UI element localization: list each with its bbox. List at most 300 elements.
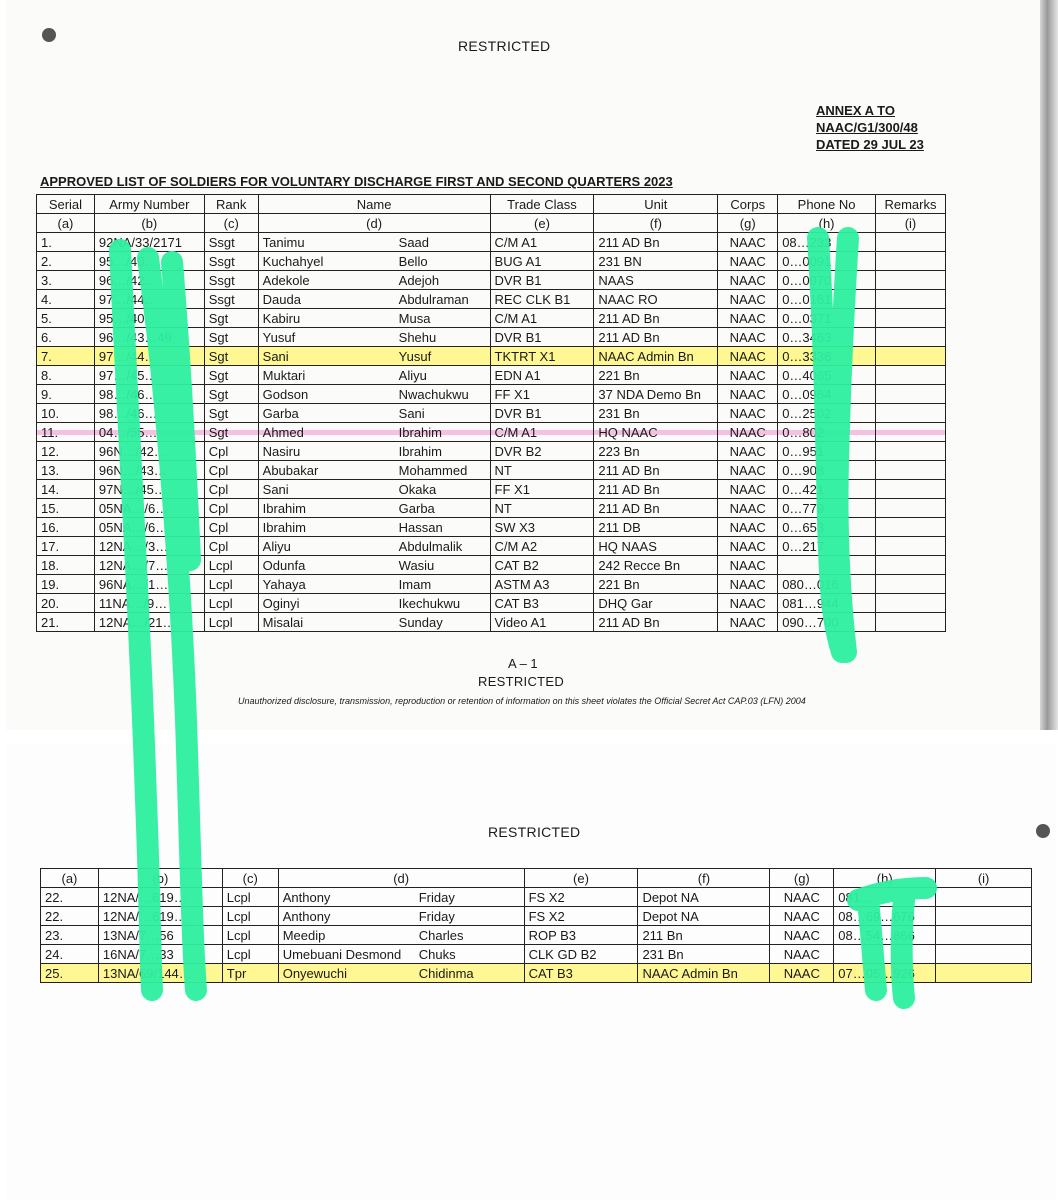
first-name: Yahaya (262, 576, 306, 592)
cell-phone: 081… (834, 888, 936, 907)
cell-corps: NAAC (718, 537, 778, 556)
table-row (37, 480, 946, 499)
cell-unit: HQ NAAC (594, 423, 718, 442)
first-name: Nasiru (262, 443, 301, 459)
last-name: Mohammed (398, 462, 468, 478)
cell-name (258, 385, 490, 404)
last-name: Abdulmalik (398, 538, 463, 554)
cell-trade-class: CLK GD B2 (524, 945, 638, 964)
cell-serial: 22. (41, 907, 99, 926)
last-name: Chuks (418, 946, 456, 962)
last-name: Nwachukwu (398, 386, 469, 402)
restricted-header: RESTRICTED (458, 38, 551, 54)
cell-corps: NAAC (718, 594, 778, 613)
last-name: Bello (398, 253, 428, 269)
cell-army-number: 05NA…/6… (94, 499, 204, 518)
cell-name (258, 309, 490, 328)
cell-rank: Lcpl (204, 556, 258, 575)
cell-name (258, 537, 490, 556)
annex-line-3: DATED 29 JUL 23 (816, 137, 924, 152)
cell-name (258, 233, 490, 252)
cell-phone: 08…233 (778, 233, 876, 252)
first-name: Oginyi (262, 595, 300, 611)
table-row (37, 518, 946, 537)
cell-serial: 24. (41, 945, 99, 964)
last-name: Ibrahim (398, 443, 443, 459)
cell-army-number: 98…/46… (94, 385, 204, 404)
cell-name (278, 888, 524, 907)
cell-unit: 242 Recce Bn (594, 556, 718, 575)
table-header-row (37, 195, 946, 214)
col-letter: (f) (638, 869, 770, 888)
cell-army-number: 96N…/43… (94, 461, 204, 480)
cell-rank: Ssgt (204, 290, 258, 309)
first-name: Muktari (262, 367, 306, 383)
first-name: Ahmed (262, 424, 304, 440)
cell-trade-class: CAT B3 (524, 964, 638, 983)
cell-name (258, 480, 490, 499)
cell-army-number: 97…/45… (94, 366, 204, 385)
table-row (37, 461, 946, 480)
cell-remarks (875, 480, 945, 499)
cell-unit: NAAC Admin Bn (594, 347, 718, 366)
table-row (37, 423, 946, 442)
cell-rank: Cpl (204, 480, 258, 499)
cell-serial: 5. (37, 309, 95, 328)
last-name: Saad (398, 234, 430, 250)
cell-trade-class: C/M A1 (490, 423, 594, 442)
cell-army-number: 96NA…/1… (94, 575, 204, 594)
cell-remarks (875, 613, 945, 632)
cell-name (278, 964, 524, 983)
cell-trade-class: REC CLK B1 (490, 290, 594, 309)
cell-unit: 211 AD Bn (594, 309, 718, 328)
cell-remarks (936, 926, 1032, 945)
cell-remarks (875, 575, 945, 594)
table-row (37, 556, 946, 575)
cell-name (258, 556, 490, 575)
soldiers-table-page-2 (40, 868, 1032, 983)
cell-rank: Sgt (204, 328, 258, 347)
cell-rank: Sgt (204, 423, 258, 442)
last-name: Musa (398, 310, 431, 326)
cell-remarks (875, 328, 945, 347)
cell-serial: 25. (41, 964, 99, 983)
cell-remarks (875, 499, 945, 518)
cell-trade-class: Video A1 (490, 613, 594, 632)
cell-army-number: 95…/40… (94, 309, 204, 328)
cell-unit: HQ NAAS (594, 537, 718, 556)
first-name: Sani (262, 481, 289, 497)
first-name: Kabiru (262, 310, 301, 326)
cell-serial: 13. (37, 461, 95, 480)
cell-phone: 0…2502 (778, 404, 876, 423)
table-row (37, 347, 946, 366)
cell-trade-class: EDN A1 (490, 366, 594, 385)
cell-serial: 15. (37, 499, 95, 518)
cell-remarks (875, 594, 945, 613)
cell-remarks (875, 233, 945, 252)
cell-serial: 12. (37, 442, 95, 461)
last-name: Abdulraman (398, 291, 469, 307)
first-name: Dauda (262, 291, 301, 307)
cell-remarks (875, 556, 945, 575)
cell-serial: 21. (37, 613, 95, 632)
cell-unit: 211 Bn (638, 926, 770, 945)
cell-corps: NAAC (718, 613, 778, 632)
cell-serial: 2. (37, 252, 95, 271)
col-letter: (g) (718, 214, 778, 233)
cell-rank: Lcpl (222, 945, 278, 964)
cell-remarks (875, 252, 945, 271)
cell-corps: NAAC (718, 423, 778, 442)
last-name: Garba (398, 500, 435, 516)
first-name: Aliyu (262, 538, 291, 554)
last-name: Ibrahim (398, 424, 443, 440)
cell-name (258, 594, 490, 613)
table-body-page-2 (41, 888, 1032, 983)
cell-name (278, 945, 524, 964)
cell-unit: 231 BN (594, 252, 718, 271)
cell-serial: 14. (37, 480, 95, 499)
cell-trade-class: CAT B2 (490, 556, 594, 575)
cell-phone: 0…0091 (778, 252, 876, 271)
col-header-trade-class: Trade Class (490, 195, 594, 214)
cell-corps: NAAC (718, 461, 778, 480)
cell-unit: 211 AD Bn (594, 233, 718, 252)
first-name: Adekole (262, 272, 310, 288)
table-row (37, 404, 946, 423)
cell-phone: 0…0070 (778, 271, 876, 290)
col-header-unit: Unit (594, 195, 718, 214)
last-name: Sunday (398, 614, 443, 630)
first-name: Odunfa (262, 557, 306, 573)
cell-rank: Lcpl (204, 613, 258, 632)
cell-serial: 8. (37, 366, 95, 385)
cell-unit: 221 Bn (594, 366, 718, 385)
cell-unit: NAAC Admin Bn (638, 964, 770, 983)
last-name: Chidinma (418, 965, 474, 981)
last-name: Ikechukwu (398, 595, 461, 611)
soldiers-table-page-1 (36, 194, 946, 632)
cell-trade-class: FS X2 (524, 888, 638, 907)
annex-reference (816, 102, 924, 153)
last-name: Sani (398, 405, 425, 421)
cell-phone: 090…700 (778, 613, 876, 632)
cell-rank: Sgt (204, 309, 258, 328)
first-name: Ibrahim (262, 500, 307, 516)
cell-rank: Lcpl (204, 594, 258, 613)
cell-remarks (875, 537, 945, 556)
cell-serial: 18. (37, 556, 95, 575)
table-row (37, 594, 946, 613)
col-header-army-number: Army Number (94, 195, 204, 214)
secrecy-footnote: Unauthorized disclosure, transmission, reproduction or retention of information on this sheet violates the Official Secret Act CAP.03 (LFN) 2004 (238, 696, 806, 706)
cell-remarks (936, 945, 1032, 964)
first-name: Onyewuchi (282, 965, 348, 981)
cell-remarks (875, 309, 945, 328)
cell-rank: Sgt (204, 347, 258, 366)
cell-serial: 9. (37, 385, 95, 404)
cell-name (258, 347, 490, 366)
table-row (37, 252, 946, 271)
col-letter: (e) (524, 869, 638, 888)
cell-rank: Tpr (222, 964, 278, 983)
cell-serial: 1. (37, 233, 95, 252)
cell-name (258, 404, 490, 423)
cell-unit: 221 Bn (594, 575, 718, 594)
cell-rank: Ssgt (204, 252, 258, 271)
cell-serial: 10. (37, 404, 95, 423)
col-letter: (b) (94, 214, 204, 233)
table-letter-row (41, 869, 1032, 888)
cell-rank: Sgt (204, 385, 258, 404)
cell-trade-class: ROP B3 (524, 926, 638, 945)
col-letter: (a) (37, 214, 95, 233)
last-name: Imam (398, 576, 432, 592)
cell-army-number: 12NA…/7… (94, 556, 204, 575)
last-name: Aliyu (398, 367, 427, 383)
cell-rank: Lcpl (222, 907, 278, 926)
first-name: Misalai (262, 614, 304, 630)
cell-phone: 0…0984 (778, 385, 876, 404)
cell-remarks (936, 888, 1032, 907)
cell-rank: Ssgt (204, 271, 258, 290)
cell-name (258, 518, 490, 537)
annex-line-2: NAAC/G1/300/48 (816, 120, 918, 135)
cell-phone: 0…3336 (778, 347, 876, 366)
cell-remarks (875, 404, 945, 423)
cell-corps: NAAC (770, 945, 834, 964)
cell-serial: 11. (37, 423, 95, 442)
cell-trade-class: ASTM A3 (490, 575, 594, 594)
cell-phone: 0…802 (778, 423, 876, 442)
cell-corps: NAAC (718, 271, 778, 290)
last-name: Charles (418, 927, 464, 943)
cell-rank: Cpl (204, 442, 258, 461)
table-row (41, 888, 1032, 907)
cell-rank: Lcpl (222, 888, 278, 907)
first-name: Sani (262, 348, 289, 364)
cell-trade-class: CAT B3 (490, 594, 594, 613)
cell-serial: 20. (37, 594, 95, 613)
cell-name (258, 461, 490, 480)
cell-phone: 0…3463 (778, 328, 876, 347)
col-letter: (h) (834, 869, 936, 888)
cell-corps: NAAC (718, 480, 778, 499)
cell-name (258, 423, 490, 442)
cell-corps: NAAC (718, 328, 778, 347)
last-name: Friday (418, 908, 455, 924)
table-row (37, 309, 946, 328)
cell-rank: Cpl (204, 518, 258, 537)
table-row (37, 575, 946, 594)
cell-unit: 211 AD Bn (594, 461, 718, 480)
col-header-rank: Rank (204, 195, 258, 214)
cell-phone: 080…016 (778, 575, 876, 594)
cell-rank: Lcpl (222, 926, 278, 945)
col-letter: (d) (278, 869, 524, 888)
first-name: Tanimu (262, 234, 305, 250)
table-row (37, 366, 946, 385)
cell-corps: NAAC (718, 309, 778, 328)
cell-unit: 211 DB (594, 518, 718, 537)
cell-remarks (936, 964, 1032, 983)
table-row (41, 964, 1032, 983)
cell-unit: NAAC RO (594, 290, 718, 309)
restricted-header: RESTRICTED (488, 824, 581, 840)
annex-line-1: ANNEX A TO (816, 103, 895, 118)
table-row (37, 271, 946, 290)
cell-phone: 0…653 (778, 518, 876, 537)
cell-army-number: 04…/55… (94, 423, 204, 442)
cell-unit: DHQ Gar (594, 594, 718, 613)
table-row (41, 945, 1032, 964)
cell-phone: 0…908 (778, 461, 876, 480)
table-row (37, 613, 946, 632)
last-name: Yusuf (398, 348, 432, 364)
cell-army-number: 95…/40… (94, 252, 204, 271)
cell-name (258, 613, 490, 632)
cell-remarks (875, 442, 945, 461)
cell-name (258, 252, 490, 271)
cell-name (258, 366, 490, 385)
cell-corps: NAAC (718, 518, 778, 537)
col-letter: (i) (936, 869, 1032, 888)
cell-army-number: 98…/46… (94, 404, 204, 423)
first-name: Meedip (282, 927, 326, 943)
document-page-2 (6, 744, 1056, 1200)
cell-unit: Depot NA (638, 888, 770, 907)
table-row (37, 290, 946, 309)
cell-corps: NAAC (770, 926, 834, 945)
col-letter: (i) (875, 214, 945, 233)
cell-name (258, 575, 490, 594)
first-name: Yusuf (262, 329, 296, 345)
cell-corps: NAAC (718, 575, 778, 594)
cell-trade-class: C/M A2 (490, 537, 594, 556)
table-letter-row (37, 214, 946, 233)
col-header-serial: Serial (37, 195, 95, 214)
cell-remarks (875, 461, 945, 480)
cell-army-number: 97…/44… (94, 290, 204, 309)
cell-remarks (875, 290, 945, 309)
page-divider (0, 730, 1058, 744)
cell-corps: NAAC (770, 964, 834, 983)
col-letter: (a) (41, 869, 99, 888)
table-row (37, 537, 946, 556)
cell-phone: 0…4065 (778, 366, 876, 385)
first-name: Anthony (282, 908, 331, 924)
last-name: Okaka (398, 481, 437, 497)
cell-serial: 7. (37, 347, 95, 366)
cell-trade-class: C/M A1 (490, 233, 594, 252)
cell-phone: 07…05…926 (834, 964, 936, 983)
cell-trade-class: DVR B1 (490, 271, 594, 290)
cell-remarks (875, 366, 945, 385)
cell-phone: 0…0161 (778, 290, 876, 309)
cell-unit: 211 AD Bn (594, 480, 718, 499)
cell-phone: 08…54…866 (834, 926, 936, 945)
cell-rank: Cpl (204, 499, 258, 518)
cell-serial: 19. (37, 575, 95, 594)
cell-trade-class: C/M A1 (490, 309, 594, 328)
last-name: Hassan (398, 519, 443, 535)
cell-rank: Sgt (204, 366, 258, 385)
cell-name (278, 907, 524, 926)
scan-edge (1040, 0, 1058, 730)
cell-corps: NAAC (718, 366, 778, 385)
cell-army-number: 13NA/69/144… (98, 964, 222, 983)
page-number: A – 1 (508, 656, 538, 671)
cell-army-number: 16NA/7…33 (98, 945, 222, 964)
cell-army-number: 97…/44… (94, 347, 204, 366)
cell-corps: NAAC (718, 499, 778, 518)
col-header-name: Name (258, 195, 490, 214)
col-header-phone: Phone No (778, 195, 876, 214)
cell-corps: NAAC (718, 442, 778, 461)
cell-trade-class: DVR B1 (490, 328, 594, 347)
cell-trade-class: FF X1 (490, 480, 594, 499)
table-row (37, 385, 946, 404)
first-name: Garba (262, 405, 299, 421)
cell-name (258, 328, 490, 347)
cell-name (258, 442, 490, 461)
cell-remarks (875, 518, 945, 537)
cell-phone: 08…69…676 (834, 907, 936, 926)
cell-unit: 231 Bn (638, 945, 770, 964)
cell-army-number: 12NA/…619… (98, 907, 222, 926)
first-name: Ibrahim (262, 519, 307, 535)
document-title: APPROVED LIST OF SOLDIERS FOR VOLUNTARY DISCHARGE FIRST AND SECOND QUARTERS 2023 (40, 174, 673, 189)
cell-phone (778, 556, 876, 575)
punch-hole-icon (42, 28, 56, 42)
cell-name (258, 499, 490, 518)
cell-army-number: 12NA/…619… (98, 888, 222, 907)
cell-serial: 22. (41, 888, 99, 907)
table-row (41, 926, 1032, 945)
table-row (37, 499, 946, 518)
cell-serial: 23. (41, 926, 99, 945)
cell-trade-class: FS X2 (524, 907, 638, 926)
cell-trade-class: FF X1 (490, 385, 594, 404)
cell-corps: NAAC (718, 385, 778, 404)
cell-army-number: 96N…/42… (94, 442, 204, 461)
cell-remarks (936, 907, 1032, 926)
cell-trade-class: BUG A1 (490, 252, 594, 271)
col-header-remarks: Remarks (875, 195, 945, 214)
cell-trade-class: TKTRT X1 (490, 347, 594, 366)
cell-corps: NAAC (770, 907, 834, 926)
cell-unit: NAAS (594, 271, 718, 290)
first-name: Godson (262, 386, 309, 402)
cell-army-number: 96…/42… (94, 271, 204, 290)
first-name: Kuchahyel (262, 253, 324, 269)
last-name: Friday (418, 889, 455, 905)
cell-trade-class: SW X3 (490, 518, 594, 537)
cell-unit: 223 Bn (594, 442, 718, 461)
last-name: Shehu (398, 329, 437, 345)
cell-army-number: 12NA…/21… (94, 613, 204, 632)
cell-serial: 16. (37, 518, 95, 537)
cell-remarks (875, 347, 945, 366)
cell-unit: 37 NDA Demo Bn (594, 385, 718, 404)
cell-unit: 211 AD Bn (594, 328, 718, 347)
first-name: Abubakar (262, 462, 319, 478)
table-row (41, 907, 1032, 926)
cell-phone: 0…779 (778, 499, 876, 518)
col-letter: (c) (222, 869, 278, 888)
